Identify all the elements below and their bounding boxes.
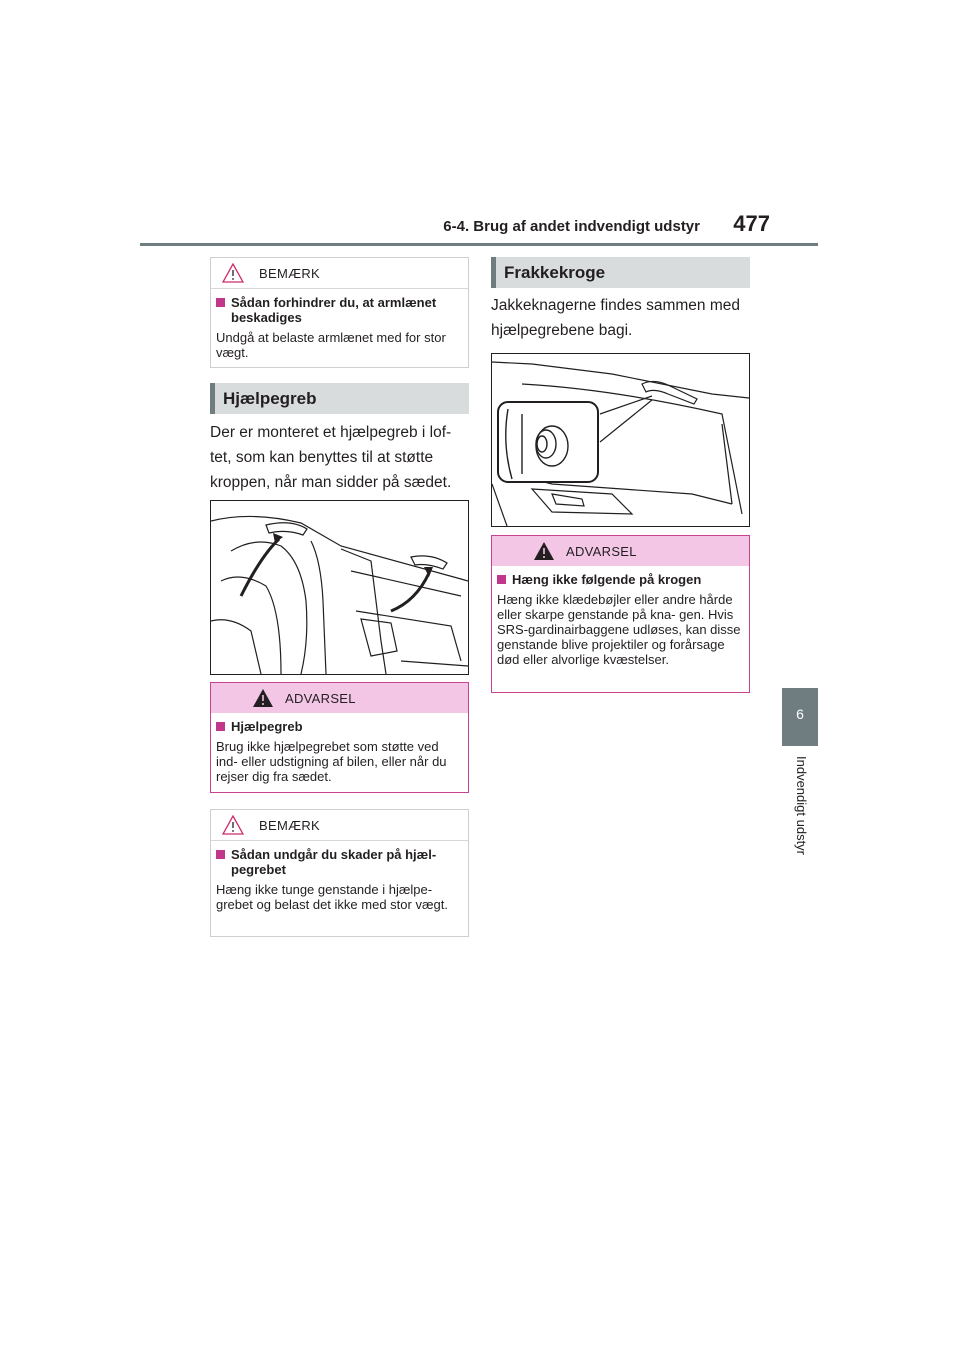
note-label: BEMÆRK bbox=[259, 265, 321, 281]
note-box-armrest bbox=[210, 257, 469, 368]
note-box-assist-grip-damage bbox=[210, 809, 469, 937]
section-title: 6-4. Brug af andet indvendigt udstyr bbox=[443, 218, 700, 235]
square-bullet-icon bbox=[216, 298, 225, 307]
warning-header bbox=[492, 536, 749, 566]
section-heading-frakkekroge: Frakkekroge bbox=[491, 257, 750, 288]
note-label: BEMÆRK bbox=[259, 817, 321, 833]
warning-heading-text: Hæng ikke følgende på krogen bbox=[512, 572, 702, 587]
note-heading-text: Sådan undgår du skader på hjæl- pegrebet bbox=[231, 847, 437, 877]
warning-box-assist-grip bbox=[210, 682, 469, 793]
note-header bbox=[211, 810, 468, 841]
header-rule bbox=[140, 243, 818, 246]
warning-heading bbox=[216, 719, 463, 734]
warning-heading bbox=[497, 572, 744, 587]
note-heading bbox=[216, 847, 463, 877]
warning-text: Hæng ikke klædebøjler eller andre hårde eller skarpe genstande på kna- gen. Hvis SRS-gardinairbaggene udløses, kan disse genstande blive projektiler og forårsage død eller alvorlige kvæstelser. bbox=[497, 592, 741, 667]
note-heading bbox=[216, 295, 463, 325]
note-text: Undgå at belaste armlænet med for stor vægt. bbox=[216, 330, 446, 360]
caution-triangle-outline-icon bbox=[211, 810, 255, 840]
warning-box-coat-hook bbox=[491, 535, 750, 693]
warning-label: ADVARSEL bbox=[285, 690, 356, 706]
caution-triangle-outline-icon bbox=[211, 258, 255, 288]
square-bullet-icon bbox=[497, 575, 506, 584]
assist-grip-illustration bbox=[210, 500, 469, 675]
square-bullet-icon bbox=[216, 850, 225, 859]
warning-heading-text: Hjælpegreb bbox=[231, 719, 303, 734]
warning-text: Brug ikke hjælpegrebet som støtte ved ind- eller udstigning af bilen, eller når du rejser dig fra sædet. bbox=[216, 739, 447, 784]
section-heading-hjaelpegreb: Hjælpegreb bbox=[210, 383, 469, 414]
warning-label: ADVARSEL bbox=[566, 543, 637, 559]
coat-hook-illustration bbox=[491, 353, 750, 527]
chapter-title: Indvendigt udstyr bbox=[794, 756, 809, 856]
section-paragraph-frakkekroge: Jakkeknagerne findes sammen med hjælpegrebene bagi. bbox=[491, 297, 740, 339]
chapter-number: 6 bbox=[796, 706, 804, 722]
square-bullet-icon bbox=[216, 722, 225, 731]
section-paragraph-hjaelpegreb: Der er monteret et hjælpegreb i lof- tet, som kan benyttes til at støtte kroppen, når man sidder på sædet. bbox=[210, 424, 452, 491]
page-number: 477 bbox=[733, 211, 770, 236]
warning-header bbox=[211, 683, 468, 713]
note-heading-text: Sådan forhindrer du, at armlænet beskadiges bbox=[231, 295, 437, 325]
note-header bbox=[211, 258, 468, 289]
note-text: Hæng ikke tunge genstande i hjælpe- grebet og belast det ikke med stor vægt. bbox=[216, 882, 448, 912]
warning-triangle-icon bbox=[522, 536, 566, 566]
warning-triangle-icon bbox=[241, 683, 285, 713]
